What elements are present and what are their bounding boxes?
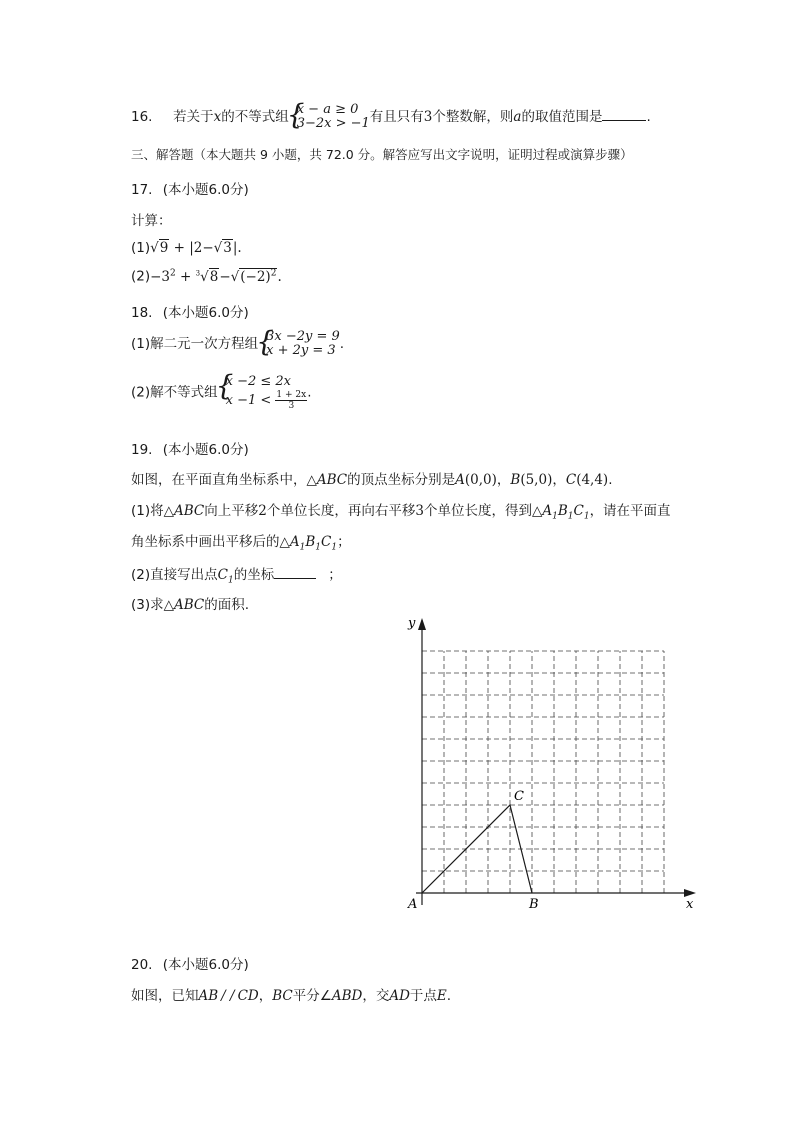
q19-part2 (131, 563, 342, 586)
q18-part1 (131, 330, 344, 358)
q19-part1-cont (131, 530, 351, 553)
expr-text: − (219, 268, 231, 285)
sqrt-radicand (239, 268, 277, 285)
angle-ABD: ABD (331, 988, 363, 1004)
sqrt-radicand: 3 (223, 240, 232, 256)
q20-header (131, 953, 249, 973)
q20-points: (本小题6.0分) (162, 957, 249, 973)
triangle-name: ABC (174, 503, 205, 519)
q18-points: (本小题6.0分) (162, 305, 249, 321)
q19-part1 (131, 499, 671, 522)
cbrt-radicand: 8 (209, 268, 219, 285)
q18-part2-label: (2)解不等式组 (131, 384, 218, 401)
system-eq2 (226, 390, 308, 411)
text: ； (337, 534, 351, 550)
expr-text: −3 (150, 268, 171, 285)
x-axis-label: x (686, 897, 694, 912)
expr-exponent: 2 (170, 268, 176, 278)
text: 如图，已知 (131, 988, 199, 1004)
section-title: 三、解答题（本大题共 9 小题，共 72.0 分。解答应写出文字说明，证明过程或演算步骤） (131, 147, 633, 162)
text: (3)求△ (131, 597, 175, 613)
parallel-symbol: / / (221, 988, 235, 1004)
q17-intro-text: 计算： (131, 213, 172, 229)
triangle-name: ABC (316, 472, 348, 488)
q18-header (131, 301, 249, 321)
q18-part2 (131, 374, 312, 411)
y-axis-arrow-icon (418, 618, 426, 630)
q19-number: 19. (131, 442, 153, 458)
q20-text (131, 984, 451, 1004)
text: (1)将△ (131, 503, 175, 519)
q19-header (131, 438, 249, 458)
point-C1: $C_1$ (217, 567, 234, 586)
text: 的坐标 (233, 567, 275, 583)
q17-part2-label: (2) (131, 268, 151, 285)
q17-part1-expr: √9 + |2−√3|. (150, 240, 242, 256)
text: 角坐标系中画出平移后的△ (131, 534, 290, 550)
text: (2)直接写出点 (131, 567, 218, 583)
system-eq2: x + 2y = 3 (266, 343, 336, 358)
q16-sys-line1: { x − a ≥ 0 (296, 102, 359, 117)
q17-part1-label: (1) (131, 240, 151, 256)
x-axis-arrow-icon (684, 889, 696, 897)
segment-CD: CD (237, 988, 259, 1004)
q16-var-x: x (213, 109, 222, 125)
q18-end: . (339, 336, 345, 352)
expr-exponent: 2 (270, 268, 277, 278)
text: ； (328, 567, 342, 583)
coordinate-grid-figure (396, 612, 701, 917)
triangle-name: ABC (174, 597, 205, 613)
segment-AB: AB (198, 988, 219, 1004)
text: . (608, 472, 613, 488)
answer-blank (602, 120, 646, 121)
system-eq1: { 3x −2y = 9 (266, 329, 340, 344)
q18-number: 18. (131, 305, 153, 321)
text: 向上平移 (204, 503, 259, 519)
expr-text: . (277, 268, 282, 285)
q17-header (131, 178, 249, 198)
q18-system2 (218, 374, 308, 411)
text: 如图，在平面直角坐标系中，△ (131, 472, 317, 488)
q18-part1-label: (1)解二元一次方程组 (131, 336, 259, 352)
fraction-denominator: 3 (288, 401, 295, 411)
expr-text: |. (232, 240, 242, 256)
expr-text: (−2) (240, 268, 271, 285)
expr-text: x −1 < (225, 393, 272, 408)
q16-var-a: a (513, 109, 522, 125)
segment-AD: AD (389, 988, 410, 1004)
q16-system (289, 103, 370, 131)
text: ，请在平面直 (589, 503, 671, 519)
sqrt-radicand: 9 (159, 240, 169, 256)
y-axis-label: y (408, 616, 416, 631)
q16-text: 的取值范围是 (521, 109, 603, 125)
q20-number: 20. (131, 957, 153, 973)
q16-text: 的不等式组 (221, 109, 289, 125)
fraction-numerator: 1 + 2x (276, 390, 307, 400)
point-B: B (510, 472, 521, 488)
text: ，交 (362, 988, 390, 1004)
q16-number: 16. (131, 109, 153, 125)
text: 个单位长度，再向右平移 (266, 503, 416, 519)
q17-intro (131, 209, 172, 229)
coord-C: (4,4) (576, 472, 609, 488)
number: 3 (415, 503, 424, 519)
q17-part2 (131, 268, 282, 285)
expr-text: + (175, 268, 196, 285)
q17-number: 17. (131, 182, 153, 198)
number: 2 (258, 503, 267, 519)
text: 平分∠ (292, 988, 332, 1004)
segment-BC: BC (272, 988, 293, 1004)
q19-part3 (131, 593, 249, 613)
q18-end: . (307, 384, 312, 401)
q16-text: 有且只有 (369, 109, 424, 125)
answer-blank (274, 578, 316, 579)
q16-text: 若关于 (173, 109, 214, 125)
q16-three: 3 (423, 109, 433, 125)
text: 的面积. (204, 597, 250, 613)
q16-sys-line2: 3−2x > −1 (296, 116, 370, 131)
text: 的顶点坐标分别是 (347, 472, 456, 488)
text: ， (496, 472, 511, 488)
text: ， (258, 988, 273, 1004)
text: ， (552, 472, 566, 488)
q18-system1 (258, 330, 340, 358)
q19-points: (本小题6.0分) (162, 442, 249, 458)
fraction (275, 390, 307, 411)
point-C: C (565, 472, 577, 488)
text: . (446, 988, 452, 1004)
point-A: A (455, 472, 465, 488)
point-E: E (436, 988, 447, 1004)
section-heading (131, 145, 633, 163)
q16-text: 个整数解，则 (432, 109, 514, 125)
text: 于点 (409, 988, 437, 1004)
q17-points: (本小题6.0分) (162, 182, 249, 198)
label-A: A (408, 897, 418, 912)
q16-end: . (646, 109, 651, 125)
coord-B: (5,0) (520, 472, 553, 488)
triangle-A1B1C1: $A_1B_1C_1$ (289, 534, 338, 553)
q17-part1 (131, 240, 242, 256)
q16-line (131, 103, 651, 131)
text: 个单位长度，得到△ (423, 503, 543, 519)
q19-intro (131, 468, 613, 488)
system-eq1: { x −2 ≤ 2x (225, 374, 292, 389)
label-C: C (514, 789, 524, 804)
label-B: B (529, 897, 539, 912)
triangle-A1B1C1: $A_1B_1C_1$ (542, 503, 590, 522)
coord-A: (0,0) (464, 472, 497, 488)
expr-text: + |2− (169, 240, 214, 256)
q17-part2-expr: $-3^2 + ^3√8-√(-2)^2$. (150, 268, 282, 285)
root-index: 3 (195, 269, 201, 277)
